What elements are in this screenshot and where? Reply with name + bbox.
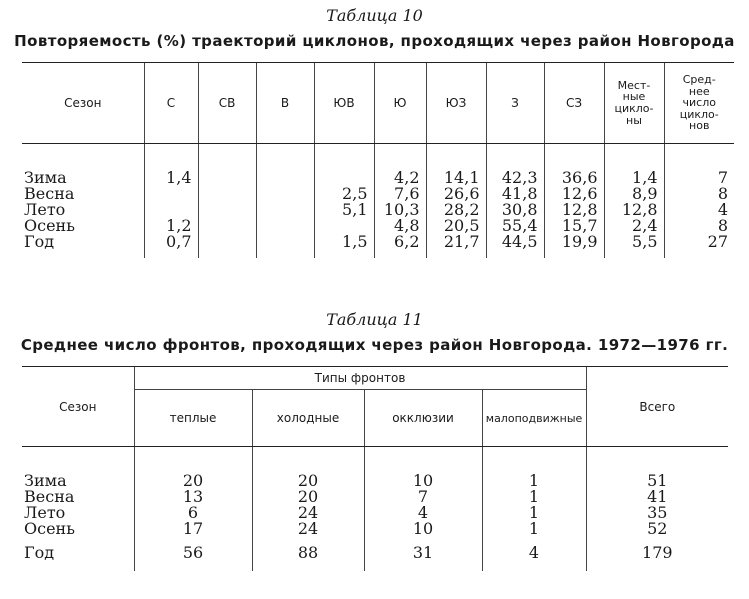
row-season-label: Осень <box>24 519 75 538</box>
table-cell: 44,5 <box>486 234 544 250</box>
table-cell: 56 <box>134 545 252 561</box>
table-cell: 52 <box>586 521 728 537</box>
table-cell: 19,9 <box>544 234 604 250</box>
table-row <box>22 202 734 218</box>
table-cell: 27 <box>664 234 734 250</box>
table-cell: 15,7 <box>544 218 604 234</box>
table-row <box>22 170 734 186</box>
t11-col-stationary: малоподвижные <box>482 390 586 447</box>
table-cell: 4,2 <box>374 170 426 186</box>
t10-col-s: Ю <box>374 63 426 144</box>
row-season-label: Зима <box>24 168 67 187</box>
table-cell <box>198 234 256 250</box>
table-cell <box>256 202 314 218</box>
table-cell: 42,3 <box>486 170 544 186</box>
table-cell <box>144 186 198 202</box>
table-cell: 4,8 <box>374 218 426 234</box>
table-cell <box>256 170 314 186</box>
table-cell: 20,5 <box>426 218 486 234</box>
table-cell <box>198 170 256 186</box>
table-cell: 8 <box>664 186 734 202</box>
table-cell: 31 <box>364 545 482 561</box>
row-season-label: Весна <box>24 184 75 203</box>
t10-col-local: Мест- ные цикло- ны <box>604 63 664 144</box>
table-cell: 36,6 <box>544 170 604 186</box>
row-season-label: Год <box>24 232 55 251</box>
table-cell: 41,8 <box>486 186 544 202</box>
table-cell <box>198 202 256 218</box>
t10-col-se: ЮВ <box>314 63 374 144</box>
table-cell: 4 <box>482 545 586 561</box>
t11-group-front-types: Типы фронтов <box>134 367 586 390</box>
t10-col-e: В <box>256 63 314 144</box>
t10-col-avg: Сред- нее число цикло- нов <box>664 63 734 144</box>
table-cell: 6,2 <box>374 234 426 250</box>
t11-col-total: Всего <box>586 367 728 447</box>
table-cell: 1,2 <box>144 218 198 234</box>
table-row <box>22 234 734 250</box>
table-row <box>22 521 728 537</box>
table-cell: 1 <box>482 489 586 505</box>
table-cell: 12,6 <box>544 186 604 202</box>
table10-title: Повторяемость (%) траекторий циклонов, проходящих через район Новгорода <box>14 32 735 50</box>
table-cell: 20 <box>252 473 364 489</box>
table-cell: 24 <box>252 505 364 521</box>
table-row-year <box>22 545 728 561</box>
table-cell: 30,8 <box>486 202 544 218</box>
fronts-table <box>22 366 728 571</box>
table-cell: 88 <box>252 545 364 561</box>
table-row <box>22 505 728 521</box>
table-cell: 7,6 <box>374 186 426 202</box>
t11-col-cold: холодные <box>252 390 364 447</box>
table-cell: 10,3 <box>374 202 426 218</box>
table-cell: 1,4 <box>144 170 198 186</box>
table11-title: Среднее число фронтов, проходящих через район Новгорода. 1972—1976 гг. <box>20 336 729 354</box>
table-cell: 55,4 <box>486 218 544 234</box>
row-season-label: Весна <box>24 487 75 506</box>
table-cell <box>256 234 314 250</box>
t11-col-occlusion: окклюзии <box>364 390 482 447</box>
table-cell: 8,9 <box>604 186 664 202</box>
t10-col-sw: ЮЗ <box>426 63 486 144</box>
table-cell <box>256 218 314 234</box>
cyclone-trajectory-table <box>22 62 734 258</box>
table-cell: 8 <box>664 218 734 234</box>
row-season-label: Осень <box>24 216 75 235</box>
table-cell: 12,8 <box>604 202 664 218</box>
table-cell: 41 <box>586 489 728 505</box>
row-season-label: Лето <box>24 503 66 522</box>
table-cell: 2,4 <box>604 218 664 234</box>
table11-caption: Таблица 11 <box>326 310 423 329</box>
row-season-label: Лето <box>24 200 66 219</box>
t11-col-season: Сезон <box>22 367 134 447</box>
table-cell: 28,2 <box>426 202 486 218</box>
table-cell: 13 <box>134 489 252 505</box>
table10-caption: Таблица 10 <box>326 6 423 25</box>
table-cell: 35 <box>586 505 728 521</box>
t11-col-warm: теплые <box>134 390 252 447</box>
table-cell: 17 <box>134 521 252 537</box>
table-row <box>22 489 728 505</box>
table-cell: 1,4 <box>604 170 664 186</box>
table-cell: 24 <box>252 521 364 537</box>
table-cell: 0,7 <box>144 234 198 250</box>
table-cell: 1 <box>482 505 586 521</box>
table-cell: 51 <box>586 473 728 489</box>
table10-header-row <box>22 63 734 144</box>
table-cell <box>256 186 314 202</box>
t10-col-w: З <box>486 63 544 144</box>
table-cell <box>198 218 256 234</box>
table-cell: 10 <box>364 473 482 489</box>
t10-col-season: Сезон <box>22 63 144 144</box>
table-cell: 179 <box>586 545 728 561</box>
table-cell: 20 <box>134 473 252 489</box>
table-cell: 7 <box>364 489 482 505</box>
table-cell: 20 <box>252 489 364 505</box>
table-cell: 26,6 <box>426 186 486 202</box>
table-cell: 5,1 <box>314 202 374 218</box>
row-season-label: Год <box>24 543 55 562</box>
table-cell: 14,1 <box>426 170 486 186</box>
table-cell: 5,5 <box>604 234 664 250</box>
table-cell: 2,5 <box>314 186 374 202</box>
table-cell: 7 <box>664 170 734 186</box>
table-cell: 21,7 <box>426 234 486 250</box>
table-cell: 1 <box>482 521 586 537</box>
table-cell: 4 <box>364 505 482 521</box>
table-row <box>22 473 728 489</box>
table-cell: 1 <box>482 473 586 489</box>
t10-col-nw: СЗ <box>544 63 604 144</box>
table-cell: 6 <box>134 505 252 521</box>
table-cell: 12,8 <box>544 202 604 218</box>
t10-col-ne: СВ <box>198 63 256 144</box>
t10-col-n: С <box>144 63 198 144</box>
table-row <box>22 218 734 234</box>
table-cell: 4 <box>664 202 734 218</box>
table-cell: 1,5 <box>314 234 374 250</box>
table-cell <box>198 186 256 202</box>
table-cell: 10 <box>364 521 482 537</box>
row-season-label: Зима <box>24 471 67 490</box>
